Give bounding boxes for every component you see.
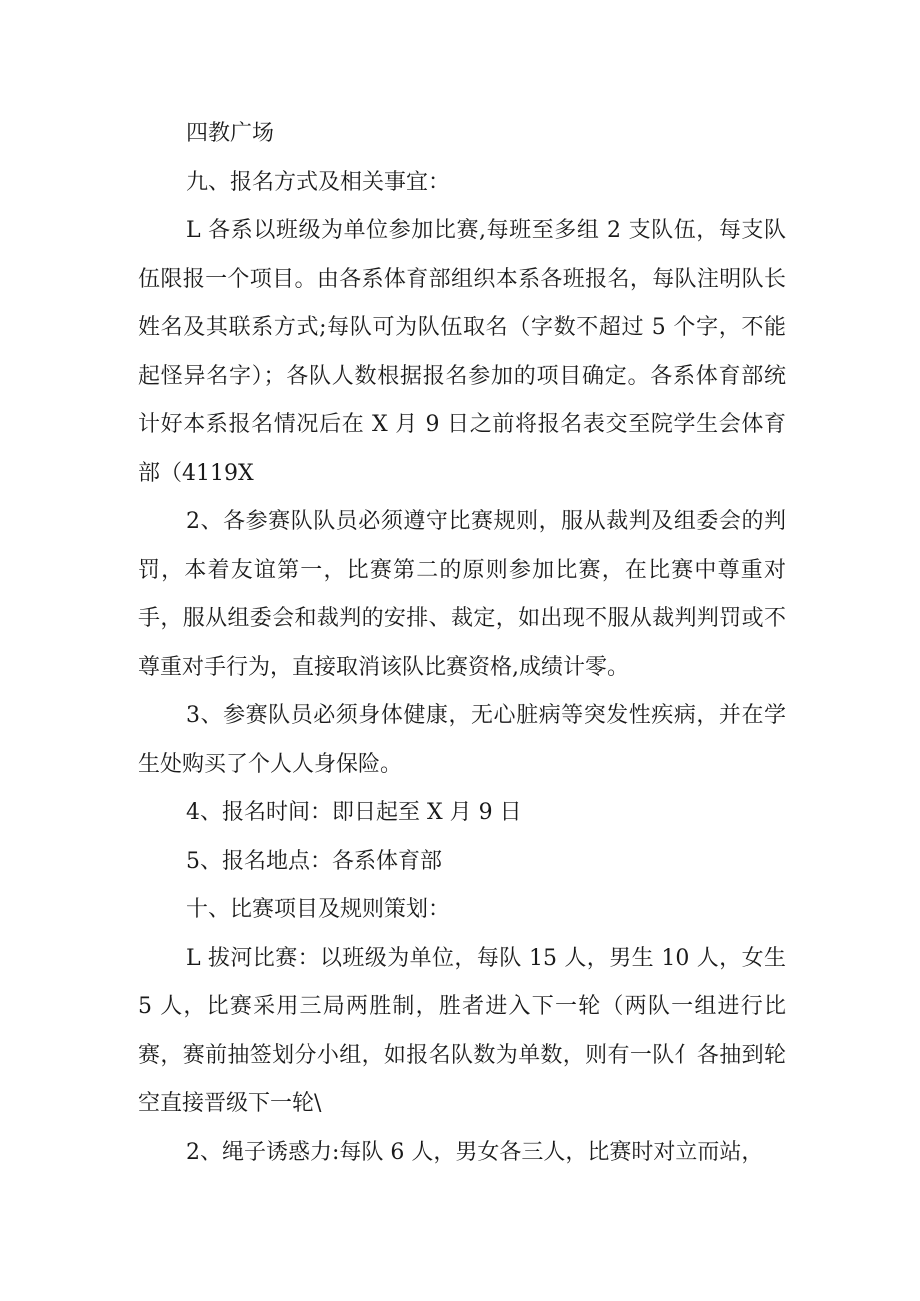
document-page <box>138 110 786 1177</box>
paragraph-tug-of-war: L 拔河比赛：以班级为单位，每队 15 人，男生 10 人，女生 5 人，比赛采用三局两胜制，胜者进入下一轮（两队一组进行比赛，赛前抽签划分小组，如报名队数为单数，则有一队亻各抽到轮空直接晋级下一轮\ <box>138 945 786 1116</box>
paragraph-registration-2: 2、各参赛队队员必须遵守比赛规则，服从裁判及组委会的判罚，本着友谊第一，比赛第二的原则参加比赛，在比赛中尊重对手，服从组委会和裁判的安排、裁定，如出现不服从裁判判罚或不尊重对手行为，直接取消该队比赛资格,成绩计零。 <box>138 509 786 680</box>
paragraph-registration-time: 4、报名时间：即日起至 X 月 9 日 <box>186 800 522 825</box>
paragraph-location: 四教广场 <box>186 121 275 146</box>
paragraph-registration-3: 3、参赛队员必须身体健康，无心脏病等突发性疾病，并在学生处购买了个人人身保险。 <box>138 703 786 777</box>
paragraph-rope-game: 2、绳子诱惑力:每队 6 人，男女各三人，比赛时对立而站， <box>186 1139 764 1165</box>
paragraph-registration-1: L 各系以班级为单位参加比赛,每班至多组 2 支队伍，每支队伍限报一个项目。由各系体育部组织本系各班报名，每队注明队长姓名及其联系方式;每队可为队伍取名（字数不超过 5 个字，不能起怪异名字）；各队人数根据报名参加的项目确定。各系体育部统计好本系报名情况后在 X 月 9 日之前将报名表交至院学生会体育部（4119X <box>138 218 786 486</box>
heading-events-rules: 十、比赛项目及规则策划： <box>186 897 451 922</box>
heading-registration: 九、报名方式及相关事宜： <box>186 169 451 195</box>
paragraph-registration-place: 5、报名地点：各系体育部 <box>186 848 442 874</box>
